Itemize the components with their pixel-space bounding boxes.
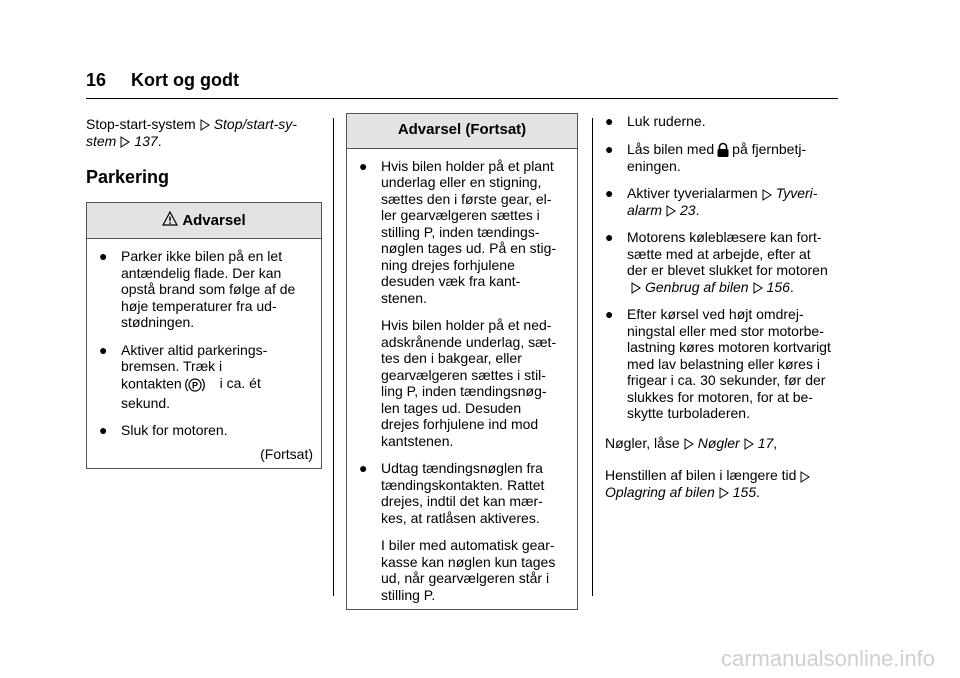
list-item: ● Efter kørsel ved højt omdrej- ningstal eller med stor motorbe- lastning køres motoren kortvarigt med lav belastning eller køres i frigear i ca. 30 sekunder, før der slukkes for motoren, for at be- skytte turboladeren. <box>605 306 831 422</box>
reference-arrow-icon <box>761 189 773 201</box>
continued-label: (Fortsat) <box>260 445 313 462</box>
list-item: ● Hvis bilen holder på et plant underlag eller en stigning, sættes den i første gear, el- ler gearvælgeren sættes i stilling P, inden tændings- nøglen tages ud. På en stig- ning drejes forhjulene desuden væk fra kant- stenen. <box>359 157 557 306</box>
reference-arrow-icon <box>683 438 695 450</box>
list-item: ● Lås bilen med på fjernbetj- eningen. <box>605 140 807 174</box>
list-subparagraph: I biler med automatisk gear- kasse kan nøglen kun tages ud, når gearvælgeren står i stilling P. <box>381 537 556 603</box>
list-item: ● Aktiver tyverialarmen Tyveri- alarm 23. <box>605 185 818 218</box>
lock-icon <box>716 142 730 158</box>
storage-ref: Henstillen af bilen i længere tid Oplagring af bilen 155. <box>605 467 841 500</box>
page-title: Kort og godt <box>131 70 240 90</box>
svg-text:P: P <box>191 380 198 390</box>
storage-link[interactable]: Oplagring af bilen <box>605 483 715 500</box>
page-arrow-icon <box>119 136 131 148</box>
keys-ref: Nøgler, låse Nøgler 17, <box>605 434 778 451</box>
warning-body-continued <box>347 149 577 610</box>
column-3 <box>605 113 841 516</box>
stop-start-ref: Stop-start-system Stop/start-sy- stem 137. <box>86 116 297 149</box>
section-heading-parkering: Parkering <box>86 167 170 187</box>
reference-arrow-icon <box>199 119 211 131</box>
warning-header <box>87 203 321 240</box>
warning-box <box>86 202 322 470</box>
page-ref[interactable]: 137 <box>134 132 158 149</box>
watermark: carmanualsonline.info <box>720 646 935 671</box>
page-arrow-icon <box>665 205 677 217</box>
list-item: ● Sluk for motoren. <box>99 422 228 438</box>
reference-arrow-icon <box>630 282 642 294</box>
page-number: 16 <box>86 70 107 90</box>
page-arrow-icon <box>718 487 730 499</box>
list-item: ● Udtag tændingsnøglen fra tændingskontakten. Rattet drejes, indtil det kan mær- kes, at ratlåsen aktiveres. <box>359 460 545 526</box>
parking-brake-icon <box>184 375 206 395</box>
page-arrow-icon <box>752 282 764 294</box>
keys-link[interactable]: Nøgler <box>697 434 740 451</box>
list-item: ● Parker ikke bilen på en let antændelig flade. Der kan opstå brand som følge af de høje temperaturer fra ud- stødningen. <box>99 248 296 330</box>
warning-box-continued <box>346 113 578 610</box>
header-rule <box>86 98 838 99</box>
page-arrow-icon <box>743 438 755 450</box>
warning-title: Advarsel <box>182 211 246 229</box>
column-1 <box>86 116 322 469</box>
column-divider-2 <box>592 118 593 596</box>
warning-header-continued: Advarsel (Fortsat) <box>347 114 577 149</box>
alarm-link[interactable]: Tyveri- <box>775 185 818 202</box>
reference-arrow-icon <box>799 471 811 483</box>
list-item: ● Luk ruderne. <box>605 113 706 129</box>
page-header <box>86 70 239 91</box>
warning-body <box>87 239 321 468</box>
list-subparagraph: Hvis bilen holder på et ned- adskrånende underlag, sæt- tes den i bakgear, eller gearvælgeren sættes i stil- ling P, inden tændingsnøg- len tages ud. Desuden drejes forhjulene ind mod kantstenen. <box>381 317 557 449</box>
stop-start-link[interactable]: Stop/start-sy- <box>213 116 297 132</box>
list-item: ● Aktiver altid parkerings- bremsen. Træk i kontakten P i ca. ét sekund. <box>99 341 268 411</box>
recycling-link[interactable]: Genbrug af bilen <box>645 278 749 295</box>
column-divider-1 <box>333 118 334 596</box>
column-2 <box>346 113 578 610</box>
list-item: ● Motorens køleblæsere kan fort- sætte med at arbejde, efter at der er blevet slukket for motoren Genbrug af bilen 156. <box>605 229 828 295</box>
warning-icon <box>162 211 178 227</box>
